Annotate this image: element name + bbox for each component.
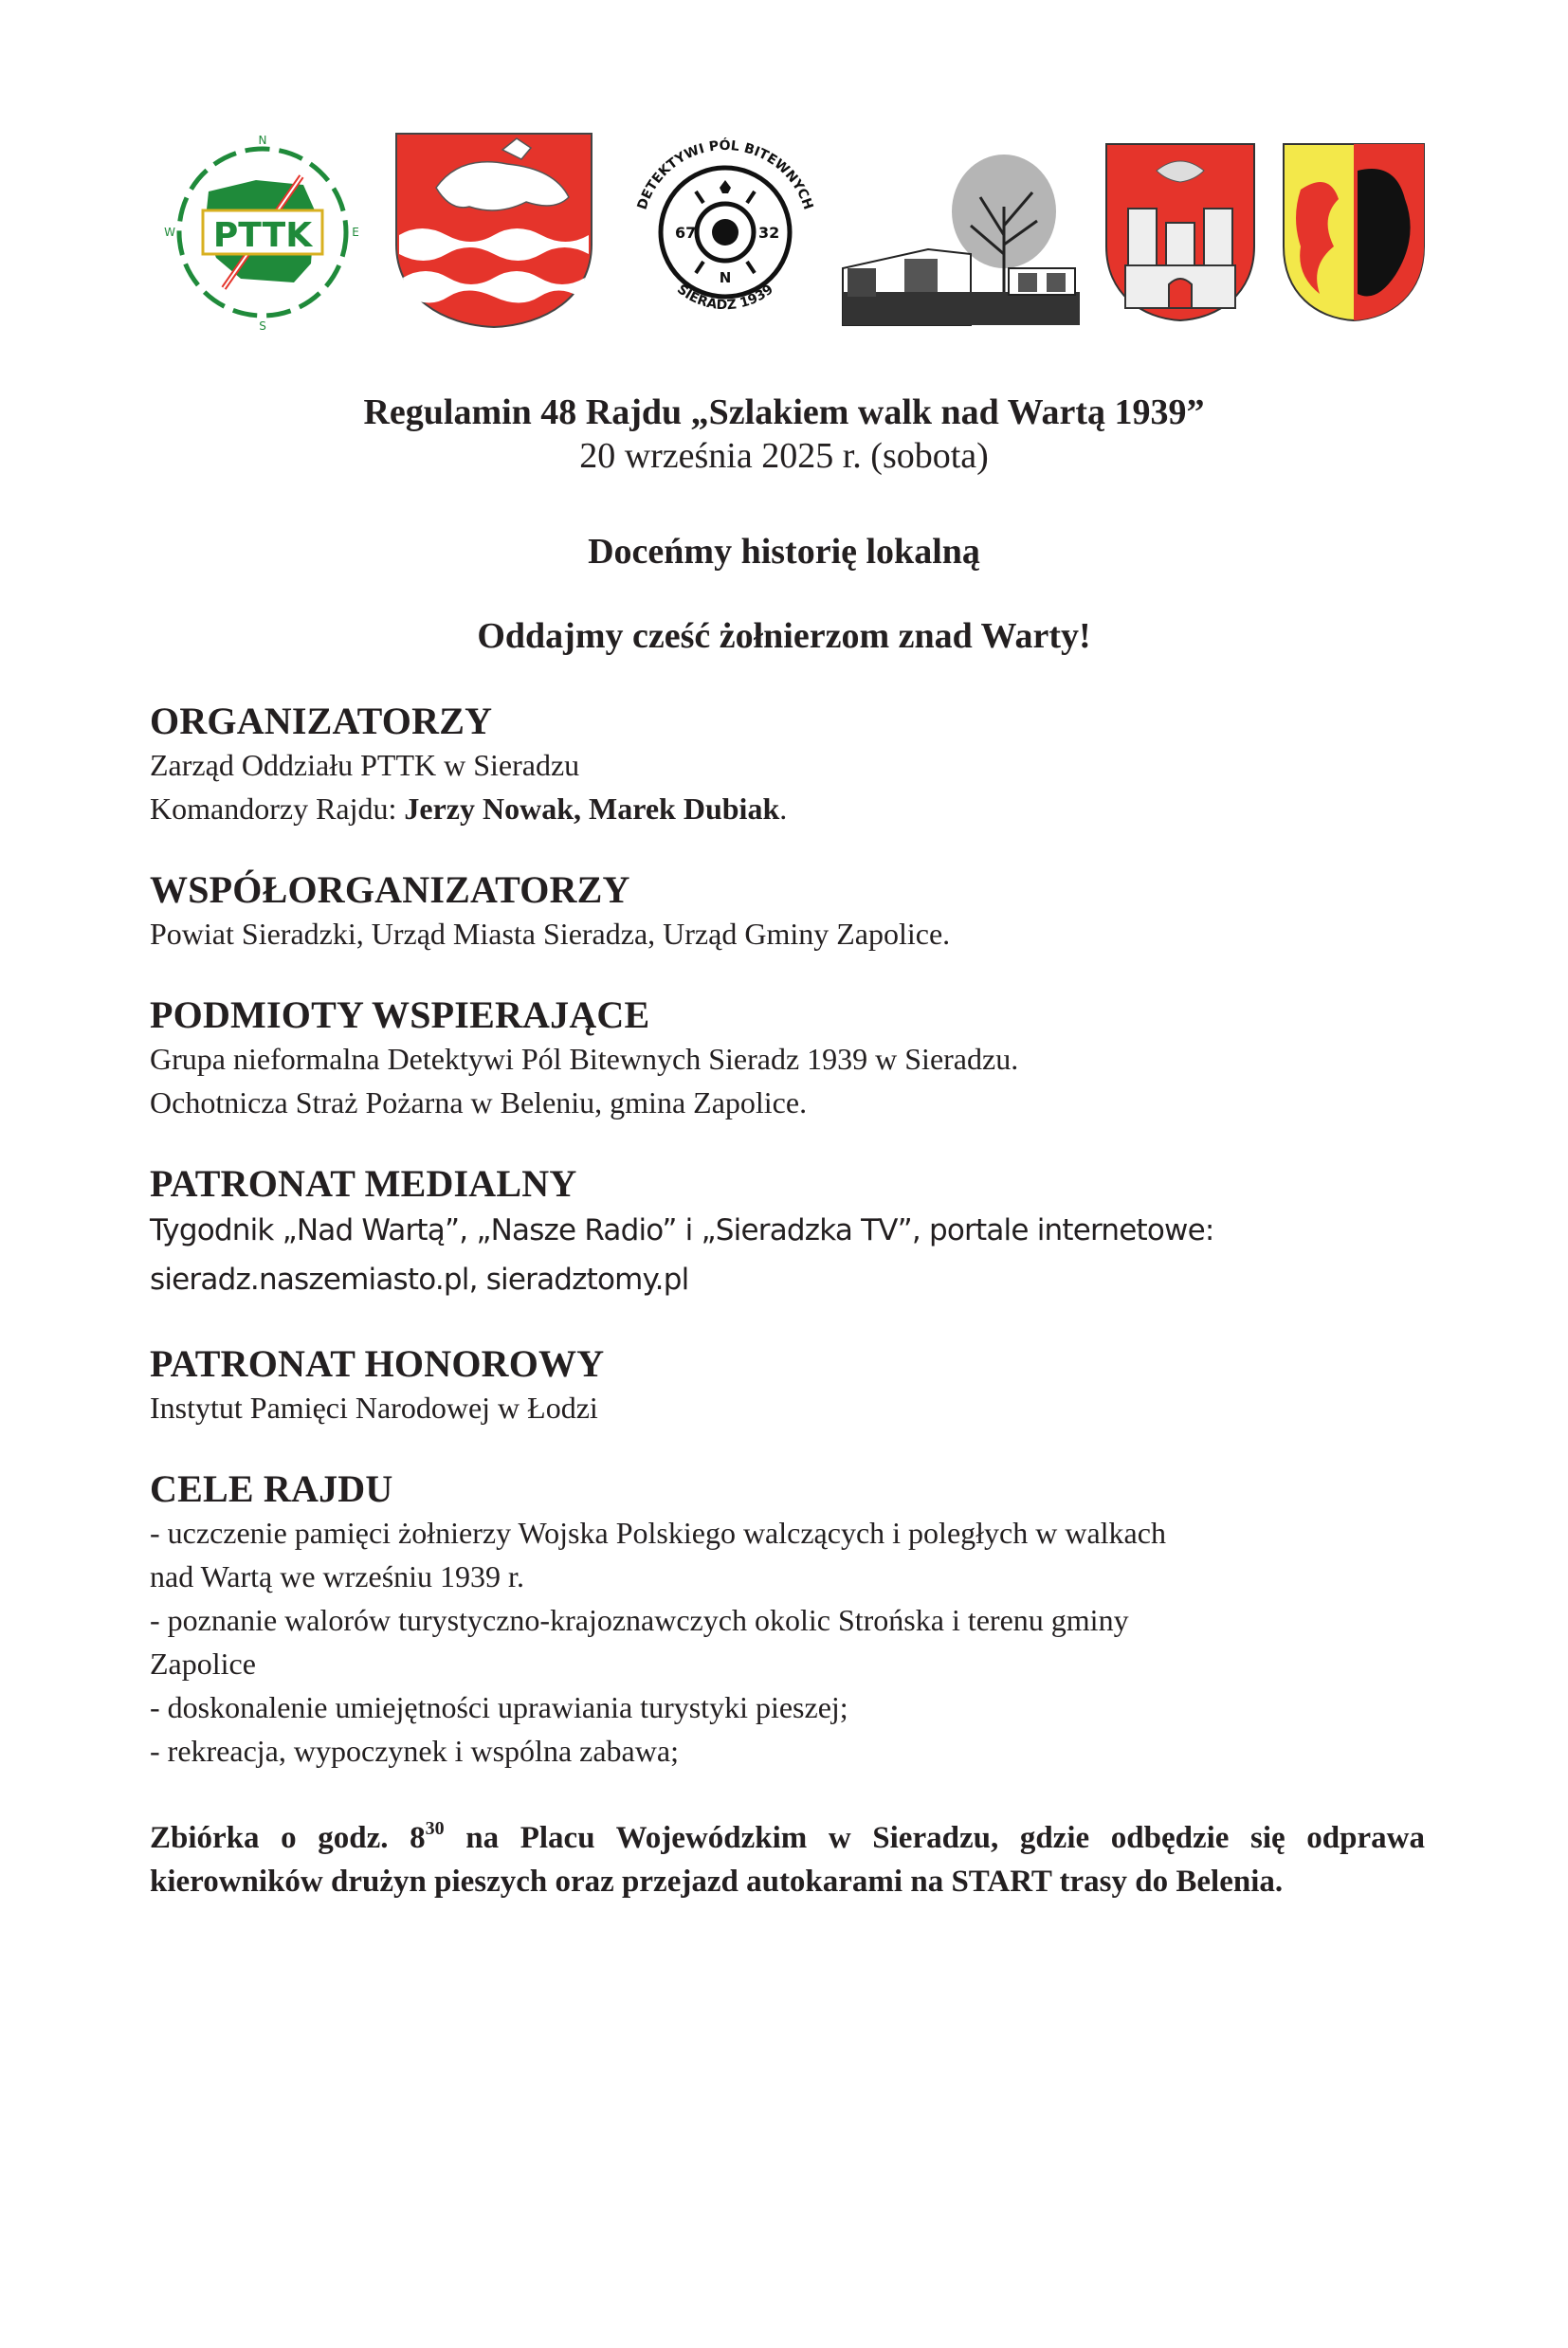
meeting-info <box>150 1816 1425 1903</box>
detektywi-logo-icon <box>624 131 827 334</box>
section-heading: ORGANIZATORZY <box>150 700 493 742</box>
document-title: Regulamin 48 Rajdu „Szlakiem walk nad Wartą 1939” <box>363 392 1205 432</box>
document-body <box>0 391 1568 1903</box>
section-line: Grupa nieformalna Detektywi Pól Bitewnych Sieradz 1939 w Sieradzu. <box>150 1042 1019 1076</box>
section-patronat-medialny <box>150 1162 1425 1304</box>
section-heading: WSPÓŁORGANIZATORZY <box>150 868 630 911</box>
compass-n: N <box>258 134 267 147</box>
section-heading: PATRONAT MEDIALNY <box>150 1162 577 1205</box>
number-right: 32 <box>758 224 780 242</box>
meeting-text-start: Zbiórka o godz. 8 <box>150 1821 426 1855</box>
commanders-label: Komandorzy Rajdu: <box>150 792 405 826</box>
pttk-text: PTTK <box>212 216 313 255</box>
logo-strip <box>163 131 1424 335</box>
goal-line: - uczczenie pamięci żołnierzy Wojska Polskiego walczących i poległych w walkach <box>150 1516 1166 1550</box>
goal-line: nad Wartą we wrześniu 1939 r. <box>150 1559 524 1593</box>
section-line: sieradz.naszemiasto.pl, sieradztomy.pl <box>150 1263 689 1297</box>
compass-w: W <box>164 226 175 239</box>
goal-line: - doskonalenie umiejętności uprawiania turystyki pieszej; <box>150 1690 848 1724</box>
goal-line: Zapolice <box>150 1647 256 1681</box>
goal-line: - rekreacja, wypoczynek i wspólna zabawa; <box>150 1734 679 1768</box>
section-heading: CELE RAJDU <box>150 1467 393 1510</box>
slogan-2: Oddajmy cześć żołnierzom znad Warty! <box>477 616 1091 656</box>
section-cele <box>150 1467 1425 1773</box>
period: . <box>779 792 788 826</box>
eagle-small-icon <box>720 180 731 193</box>
section-heading: PATRONAT HONOROWY <box>150 1342 605 1385</box>
letter-bottom: N <box>719 269 732 286</box>
meeting-text-rest: na Placu Wojewódzkim w Sieradzu, gdzie odbędzie się odprawa kierowników drużyn pieszych oraz przejazd autokarami na START trasy do Belenia. <box>150 1821 1425 1899</box>
section-line: Tygodnik „Nad Wartą”, „Nasze Radio” i „Sieradzka TV”, portale internetowe: <box>150 1213 1214 1247</box>
section-line: Instytut Pamięci Narodowej w Łodzi <box>150 1391 598 1425</box>
slogan-1: Doceńmy historię lokalną <box>588 532 980 572</box>
section-line: Zarząd Oddziału PTTK w Sieradzu <box>150 748 580 782</box>
pttk-logo-icon <box>163 133 362 332</box>
section-heading: PODMIOTY WSPIERAJĄCE <box>150 993 650 1036</box>
number-left: 67 <box>675 224 697 242</box>
section-organizatorzy <box>150 700 1425 830</box>
ring-top-text: DETEKTYWI PÓL BITEWNYCH <box>634 137 816 212</box>
event-date: 20 września 2025 r. (sobota) <box>579 436 989 476</box>
goal-line: - poznanie walorów turystyczno-krajoznawczych okolic Strońska i terenu gminy <box>150 1603 1129 1637</box>
school-tree-drawing-icon <box>838 150 1085 330</box>
powiat-coat-of-arms-icon <box>393 131 594 330</box>
compass-s: S <box>259 319 266 332</box>
section-podmioty <box>150 993 1425 1124</box>
section-line: Powiat Sieradzki, Urząd Miasta Sieradza, Urząd Gminy Zapolice. <box>150 917 951 951</box>
commanders-names: Jerzy Nowak, Marek Dubiak <box>404 792 780 826</box>
sieradz-coat-of-arms-icon <box>1104 142 1256 322</box>
section-patronat-honorowy <box>150 1342 1425 1429</box>
commanders-line <box>150 787 1425 830</box>
meeting-time-minutes: 30 <box>425 1818 445 1839</box>
section-wspolorganizatorzy <box>150 868 1425 956</box>
zapolice-coat-of-arms-icon <box>1282 142 1426 322</box>
compass-e: E <box>352 226 359 239</box>
ring-bottom-text: SIERADZ 1939 <box>674 282 776 314</box>
section-line: Ochotnicza Straż Pożarna w Beleniu, gmina Zapolice. <box>150 1085 808 1119</box>
